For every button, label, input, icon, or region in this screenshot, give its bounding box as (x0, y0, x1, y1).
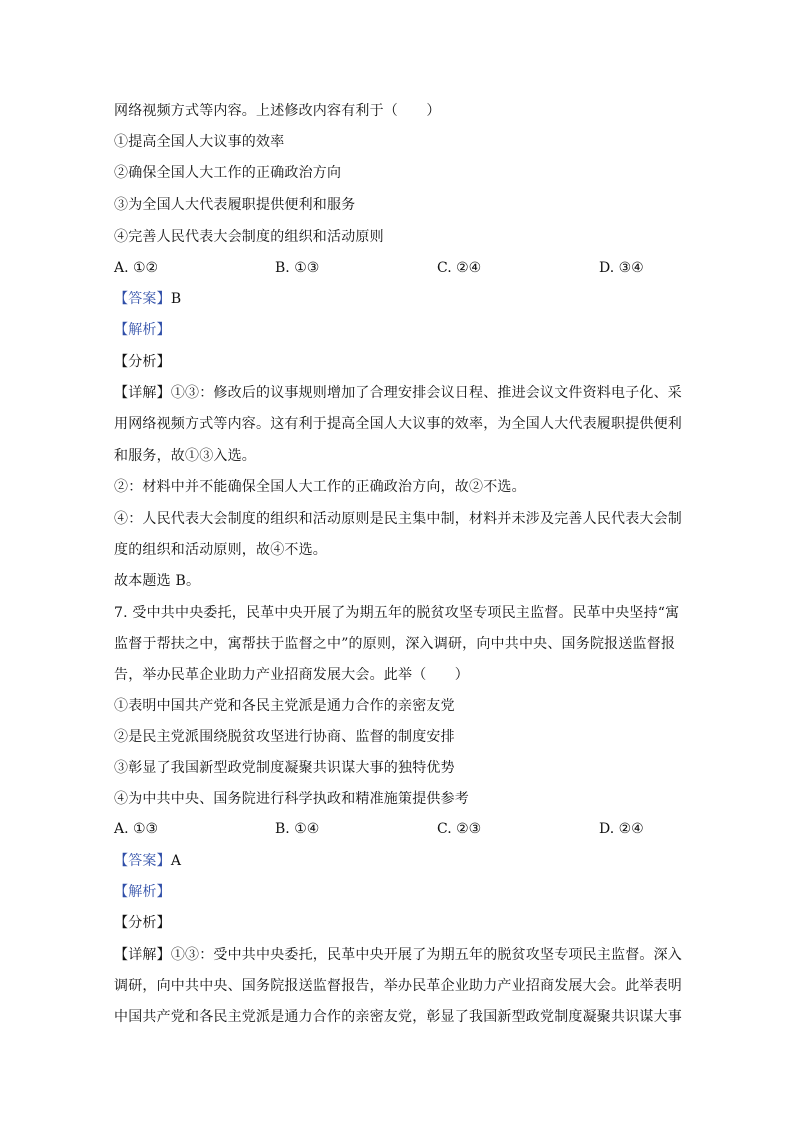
q7-detail-line-2: 调研，向中共中央、国务院报送监督报告，举办民革企业助力产业招商发展大会。此举表明 (114, 978, 682, 994)
q7-item-2: ②是民主党派围绕脱贫攻坚进行协商、监督的制度安排 (114, 729, 455, 745)
q6-item-3: ③为全国人大代表履职提供便利和服务 (114, 197, 356, 213)
q7-option-c: C. ②③ (437, 821, 482, 837)
q7-option-b: B. ①④ (275, 821, 320, 837)
answer-value: A (170, 853, 182, 869)
q7-stem-line-1: 7. 受中共中央委托，民革中央开展了为期五年的脱贫攻坚专项民主监督。民革中央坚持“寓 (114, 605, 680, 621)
detail-tag: 【详解】 (114, 947, 171, 963)
q6-fenxi-tag: 【分析】 (114, 354, 171, 370)
q6-detail-line-3: 和服务，故①③入选。 (114, 448, 256, 464)
q6-option-b: B. ①③ (275, 260, 320, 276)
q6-detail-line-1 (114, 383, 682, 403)
q6-option-a: A. ①② (114, 260, 159, 276)
q7-detail-line-3: 中国共产党和各民主党派是通力合作的亲密友党，彰显了我国新型政党制度凝聚共识谋大事 (114, 1009, 682, 1025)
answer-value: B (170, 291, 182, 307)
q6-detail-line-6: 度的组织和活动原则，故④不选。 (114, 542, 327, 558)
q7-fenxi-tag: 【分析】 (114, 915, 171, 931)
detail-tag: 【详解】 (114, 385, 171, 401)
q6-jiexi-tag: 【解析】 (114, 322, 171, 338)
q7-item-3: ③彰显了我国新型政党制度凝聚共识谋大事的独特优势 (114, 760, 455, 776)
q7-detail-line-1 (114, 945, 682, 965)
q6-detail-line-2: 用网络视频方式等内容。这有利于提高全国人大议事的效率，为全国人大代表履职提供便利 (114, 416, 682, 432)
q6-detail-line-4: ②：材料中并不能确保全国人大工作的正确政治方向，故②不选。 (114, 479, 526, 495)
q7-item-4: ④为中共中央、国务院进行科学执政和精准施策提供参考 (114, 791, 469, 807)
q6-item-1: ①提高全国人大议事的效率 (114, 134, 285, 150)
q7-stem-line-3: 告，举办民革企业助力产业招商发展大会。此举（ ） (114, 667, 469, 683)
answer-tag: 【答案】 (114, 853, 171, 869)
q6-detail-line-5: ④：人民代表大会制度的组织和活动原则是民主集中制，材料并未涉及完善人民代表大会制 (114, 511, 682, 527)
q7-option-a: A. ①③ (114, 821, 159, 837)
q7-jiexi-tag: 【解析】 (114, 884, 171, 900)
detail-text: ①③：修改后的议事规则增加了合理安排会议日程、推进会议文件资料电子化、采 (170, 385, 683, 401)
q7-stem-line-2: 监督于帮扶之中，寓帮扶于监督之中”的原则，深入调研，向中共中央、国务院报送监督报 (114, 636, 676, 652)
answer-tag: 【答案】 (114, 291, 171, 307)
q6-answer (114, 289, 181, 309)
q6-stem-tail: 网络视频方式等内容。上述修改内容有利于（ ） (114, 103, 441, 119)
q7-item-1: ①表明中国共产党和各民主党派是通力合作的亲密友党 (114, 698, 455, 714)
detail-text: ①③：受中共中央委托，民革中央开展了为期五年的脱贫攻坚专项民主监督。深入 (170, 947, 683, 963)
q6-option-d: D. ③④ (599, 260, 644, 276)
q7-option-d: D. ②④ (599, 821, 644, 837)
q6-item-4: ④完善人民代表大会制度的组织和活动原则 (114, 229, 384, 245)
q6-detail-line-7: 故本题选 B。 (114, 573, 201, 589)
q6-option-c: C. ②④ (437, 260, 482, 276)
q6-item-2: ②确保全国人大工作的正确政治方向 (114, 165, 342, 181)
q7-answer (114, 851, 181, 871)
